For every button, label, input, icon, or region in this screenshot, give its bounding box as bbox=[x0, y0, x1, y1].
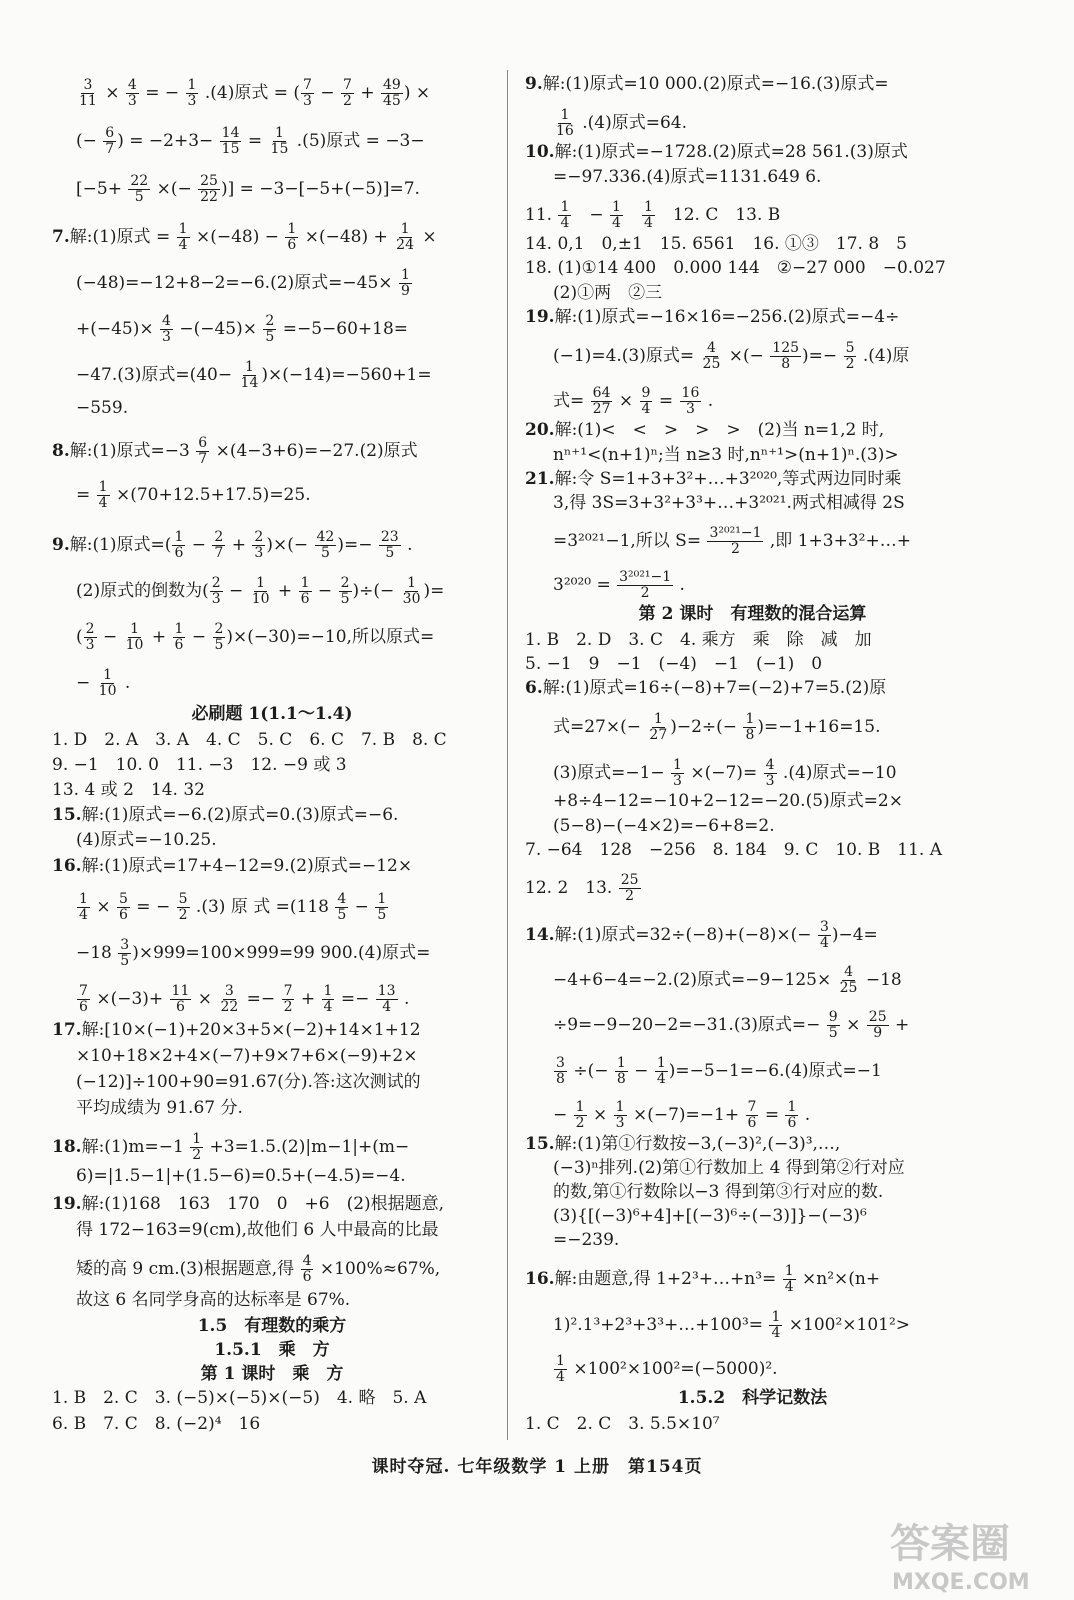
answer-line: 式=27×(− $\frac{1}{27}$ )−2÷(− $\frac{1}{8}$ )=−1+16=15. bbox=[553, 711, 881, 743]
answer-line: 3,得 3S=3+3²+3³+…+3²⁰²¹.两式相减得 2S bbox=[553, 493, 905, 513]
answer-line: =−97.336.(4)原式=1131.649 6. bbox=[553, 167, 822, 187]
answer-line: 12. 2 13. $\frac{25}{2}$ bbox=[525, 872, 639, 904]
answer-line: 19.解:(1)原式=−16×16=−256.(2)原式=−4÷ bbox=[525, 307, 900, 327]
watermark-logo-text: 答案圈 bbox=[890, 1521, 1010, 1567]
watermark-logo bbox=[872, 1505, 1062, 1595]
answer-line: 1. D 2. A 3. A 4. C 5. C 6. C 7. B 8. C bbox=[52, 730, 447, 750]
answer-line: +(−45)× $\frac{4}{3}$ −(−45)× $\frac{2}{5}$ =−5−60+18= bbox=[76, 313, 409, 345]
answer-line: $\frac{3}{8}$ ÷(− $\frac{1}{8}$ − $\frac{1}{4}$ )=−5−1=−6.(4)原式=−1 bbox=[556, 1055, 882, 1087]
section-heading: 1.5.1 乘 方 bbox=[214, 1340, 330, 1360]
answer-line: 15.解:(1)第①行数按−3,(−3)²,(−3)³,…, bbox=[525, 1134, 841, 1154]
answer-line: 7. −64 128 −256 8. 184 9. C 10. B 11. A bbox=[525, 840, 942, 860]
answer-line: (−1)=4.(3)原式= $\frac{4}{25}$ ×(− $\frac{125}{8}$ )=− $\frac{5}{2}$ .(4)原 bbox=[553, 340, 910, 372]
answer-line: 20.解:(1)< < > > > (2)当 n=1,2 时, bbox=[525, 420, 885, 440]
section-heading: 第 1 课时 乘 方 bbox=[200, 1364, 344, 1384]
answer-line: −559. bbox=[76, 398, 129, 418]
answer-line: 21.解:令 S=1+3+3²+…+3²⁰²⁰,等式两边同时乘 bbox=[525, 469, 902, 489]
column-divider bbox=[507, 70, 508, 1440]
answer-line: 故这 6 名同学身高的达标率是 67%. bbox=[76, 1290, 351, 1310]
answer-line: =−239. bbox=[553, 1230, 620, 1250]
answer-line: 7.解:(1)原式 = $\frac{1}{4}$ ×(−48) − $\frac{1}{6}$ ×(−48) + $\frac{1}{24}$ × bbox=[52, 221, 437, 253]
answer-line: (−3)ⁿ排列.(2)第①行数加上 4 得到第②行对应 bbox=[553, 1158, 905, 1178]
answer-line: −47.(3)原式=(40− $\frac{1}{14}$ )×(−14)=−560+1= bbox=[76, 359, 432, 391]
answer-line: 的数,第①行数除以−3 得到第③行对应的数. bbox=[553, 1182, 884, 1202]
answer-line: 6.解:(1)原式=16÷(−8)+7=(−2)+7=5.(2)原 bbox=[525, 678, 887, 698]
answer-line: −18 $\frac{3}{5}$ )×999=100×999=99 900.(4)原式= bbox=[76, 937, 431, 969]
answer-line: ×10+18×2+4×(−7)+9×7+6×(−9)+2× bbox=[76, 1046, 418, 1066]
answer-line: 17.解:[10×(−1)+20×3+5×(−2)+14×1+12 bbox=[52, 1020, 421, 1040]
section-heading: 1.5 有理数的乘方 bbox=[197, 1316, 347, 1336]
answer-line: +8÷4−12=−10+2−12=−20.(5)原式=2× bbox=[553, 791, 903, 811]
answer-line: 18.解:(1)m=−1 $\frac{1}{2}$ +3=1.5.(2)|m−1|+(m− bbox=[52, 1131, 410, 1163]
answer-line: =3²⁰²¹−1,所以 S= $\frac{\text{3²⁰²¹−1}}{2}$ ,即 1+3+3²+…+ bbox=[553, 525, 911, 557]
answer-line: 6)=|1.5−1|+(1.5−6)=0.5+(−4.5)=−4. bbox=[76, 1166, 406, 1186]
answer-line: (2)原式的倒数为( $\frac{2}{3}$ − $\frac{1}{10}$ + $\frac{1}{6}$ − $\frac{2}{5}$ )÷(− $\frac{1}{30}$ )= bbox=[76, 575, 445, 607]
answer-line: nⁿ⁺¹<(n+1)ⁿ;当 n≥3 时,nⁿ⁺¹>(n+1)ⁿ.(3)> bbox=[553, 445, 899, 465]
answer-line: 14. 0,1 0,±1 15. 6561 16. ①③ 17. 8 5 bbox=[525, 234, 907, 254]
answer-line: 19.解:(1)168 163 170 0 +6 (2)根据题意, bbox=[52, 1194, 445, 1214]
answer-line: ( $\frac{2}{3}$ − $\frac{1}{10}$ + $\frac{1}{6}$ − $\frac{2}{5}$ )×(−30)=−10,所以原式= bbox=[76, 621, 435, 653]
section-heading: 第 2 课时 有理数的混合运算 bbox=[638, 604, 867, 624]
answer-line: − $\frac{1}{2}$ × $\frac{1}{3}$ ×(−7)=−1+ $\frac{7}{6}$ = $\frac{1}{6}$ . bbox=[553, 1099, 811, 1131]
answer-line: 8.解:(1)原式=−3 $\frac{6}{7}$ ×(4−3+6)=−27.(2)原式 bbox=[52, 435, 418, 467]
answer-line: 14.解:(1)原式=32÷(−8)+(−8)×(− $\frac{3}{4}$ )−4= bbox=[525, 919, 878, 951]
answer-line: 9.解:(1)原式=( $\frac{1}{6}$ − $\frac{2}{7}$ + $\frac{2}{3}$ )×(− $\frac{42}{5}$ )=− $\frac{23}{5}$ . bbox=[52, 529, 413, 561]
answer-line: (3)原式=−1− $\frac{1}{3}$ ×(−7)= $\frac{4}{3}$ .(4)原式=−10 bbox=[553, 757, 897, 789]
answer-line: (4)原式=−10.25. bbox=[76, 830, 217, 850]
answer-line: 3²⁰²⁰ = $\frac{\text{3²⁰²¹−1}}{2}$ . bbox=[553, 569, 685, 601]
answer-line: 1. B 2. D 3. C 4. 乘方 乘 除 减 加 bbox=[525, 630, 872, 650]
answer-line: (3){[(−3)⁶+4]+[(−3)⁶÷(−3)]}−(−3)⁶ bbox=[553, 1206, 867, 1226]
answer-line: 9. −1 10. 0 11. −3 12. −9 或 3 bbox=[52, 755, 347, 775]
answer-line: 式= $\frac{64}{27}$ × $\frac{9}{4}$ = $\frac{16}{3}$ . bbox=[553, 385, 714, 417]
answer-line: $\frac{3}{11}$ × $\frac{4}{3}$ = − $\frac{1}{3}$ .(4)原式 = ( $\frac{7}{3}$ − $\frac{7}{2}$ + $\frac{49}{45}$ ) × bbox=[79, 77, 431, 109]
answer-line: (−12)]÷100+90=91.67(分).答:这次测试的 bbox=[76, 1072, 421, 1092]
answer-line: 得 172−163=9(cm),故他们 6 人中最高的比最 bbox=[76, 1220, 439, 1240]
answer-line: (2)①两 ②三 bbox=[553, 283, 663, 303]
answer-line: [−5+ $\frac{22}{5}$ ×(− $\frac{25}{22}$ )] = −3−[−5+(−5)]=7. bbox=[76, 173, 420, 205]
answer-line: $\frac{1}{16}$ .(4)原式=64. bbox=[556, 107, 687, 139]
answer-line: 18. (1)①14 400 0.000 144 ②−27 000 −0.027 bbox=[525, 258, 946, 278]
answer-line: 1. B 2. C 3. (−5)×(−5)×(−5) 4. 略 5. A bbox=[52, 1388, 427, 1408]
answer-line: −4+6−4=−2.(2)原式=−9−125× $\frac{4}{25}$ −18 bbox=[553, 964, 902, 996]
answer-line: = $\frac{1}{4}$ ×(70+12.5+17.5)=25. bbox=[76, 479, 311, 511]
answer-line: 16.解:由题意,得 1+2³+…+n³= $\frac{1}{4}$ ×n²×(n+ bbox=[525, 1263, 881, 1295]
answer-line: 10.解:(1)原式=−1728.(2)原式=28 561.(3)原式 bbox=[525, 142, 908, 162]
answer-line: 6. B 7. C 8. (−2)⁴ 16 bbox=[52, 1414, 261, 1434]
answer-line: 16.解:(1)原式=17+4−12=9.(2)原式=−12× bbox=[52, 856, 413, 876]
answer-line: (− $\frac{6}{7}$ ) = −2+3− $\frac{14}{15}$ = $\frac{1}{15}$ .(5)原式 = −3− bbox=[76, 125, 425, 157]
answer-line: 矮的高 9 cm.(3)根据题意,得 $\frac{4}{6}$ ×100%≈67%, bbox=[76, 1253, 441, 1285]
section-heading: 必刷题 1(1.1～1.4) bbox=[191, 704, 353, 724]
answer-line: 13. 4 或 2 14. 32 bbox=[52, 780, 205, 800]
answer-line: − $\frac{1}{10}$ . bbox=[76, 667, 131, 699]
answer-line: 11. $\frac{1}{4}$ − $\frac{1}{4}$ $\frac{1}{4}$ 12. C 13. B bbox=[525, 199, 781, 231]
answer-line: 1)².1³+2³+3³+…+100³= $\frac{1}{4}$ ×100²×101²> bbox=[553, 1309, 911, 1341]
answer-line: (−48)=−12+8−2=−6.(2)原式=−45× $\frac{1}{9}$ bbox=[76, 267, 410, 299]
answer-line: $\frac{1}{4}$ × $\frac{5}{6}$ = − $\frac{5}{2}$ .(3) 原 式 =(118 $\frac{4}{5}$ − $\frac{1}{5}$ bbox=[79, 891, 387, 923]
answer-line: 15.解:(1)原式=−6.(2)原式=0.(3)原式=−6. bbox=[52, 805, 399, 825]
section-heading: 1.5.2 科学记数法 bbox=[677, 1388, 828, 1408]
answer-line: $\frac{1}{4}$ ×100²×100²=(−5000)². bbox=[556, 1353, 778, 1385]
answer-line: 平均成绩为 91.67 分. bbox=[76, 1098, 243, 1118]
answer-line: 9.解:(1)原式=10 000.(2)原式=−16.(3)原式= bbox=[525, 74, 889, 94]
answer-line: $\frac{7}{6}$ ×(−3)+ $\frac{11}{6}$ × $\frac{3}{22}$ =− $\frac{7}{2}$ + $\frac{1}{4}$ =− $\frac{13}{4}$ . bbox=[79, 983, 410, 1015]
watermark-url: MXQE.COM bbox=[892, 1570, 1030, 1595]
answer-line: (5−8)−(−4×2)=−6+8=2. bbox=[553, 816, 775, 836]
answer-line: 1. C 2. C 3. 5.5×10⁷ bbox=[525, 1414, 720, 1434]
answer-line: ÷9=−9−20−2=−31.(3)原式=− $\frac{9}{5}$ × $\frac{25}{9}$ + bbox=[553, 1009, 910, 1041]
answer-line: 5. −1 9 −1 (−4) −1 (−1) 0 bbox=[525, 654, 823, 674]
page-footer: 课时夺冠. 七年级数学 1 上册 第154页 bbox=[371, 1457, 703, 1477]
